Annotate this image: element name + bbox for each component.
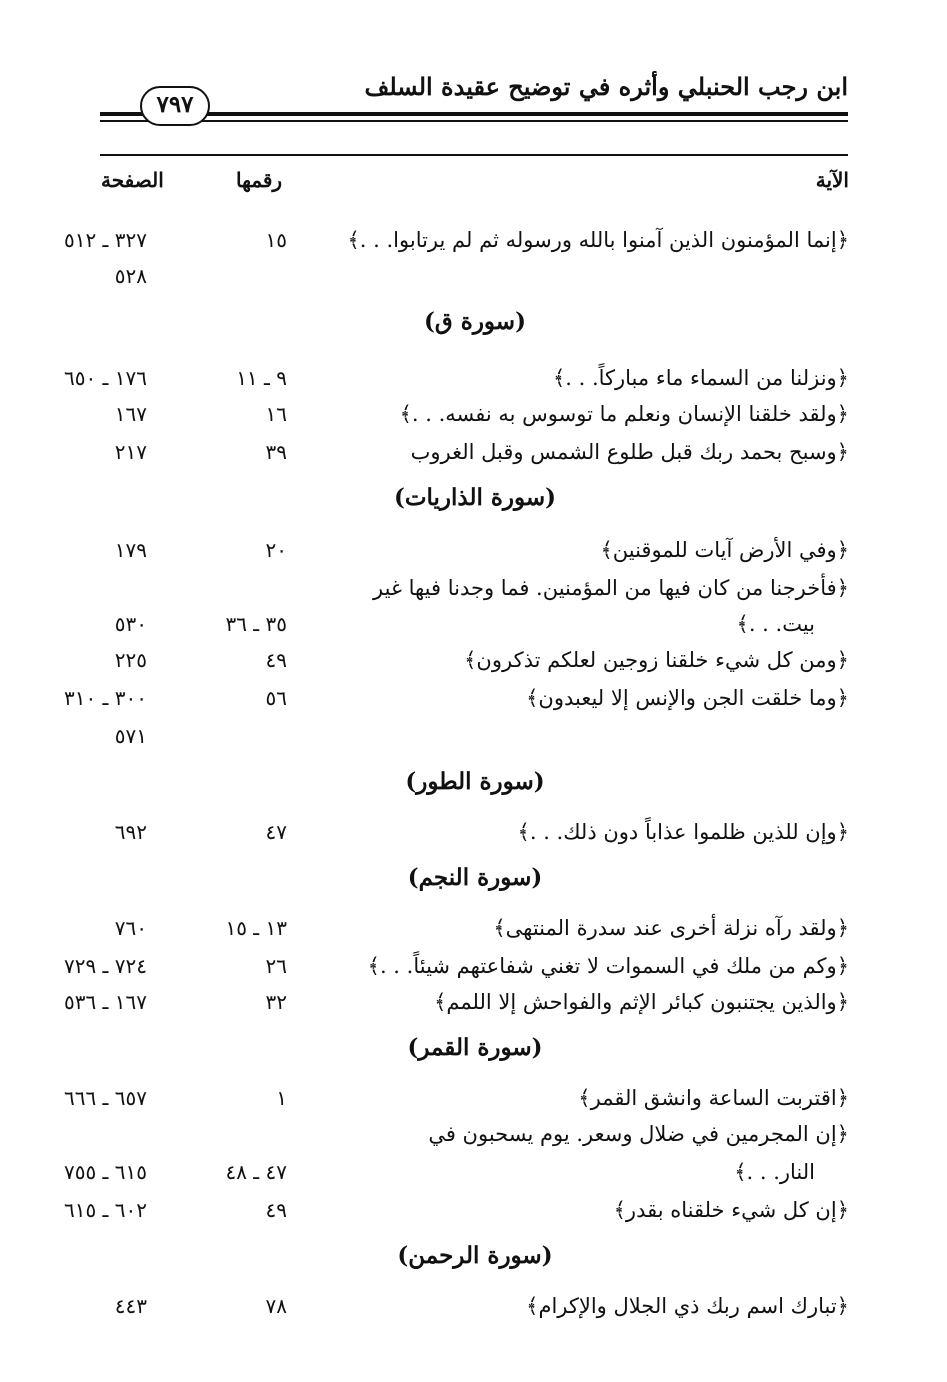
header-rule-thin [100,120,848,122]
page-reference: ١٧٦ ـ ٦٥٠ [63,366,147,390]
header-rule-thick [100,112,848,116]
verse-text: ﴿وكم من ملك في السموات لا تغني شفاعتهم شيئاً. . .﴾ [367,954,849,978]
verse-number: ١٦ [265,402,287,426]
index-row [0,724,947,760]
surah-heading: (سورة النجم) [407,864,543,891]
surah-heading: (سورة الطور) [405,768,545,795]
verse-number: ١ [276,1086,287,1110]
verse-number: ١٥ [265,228,287,252]
verse-text: ﴿إن كل شيء خلقناه بقدر﴾ [613,1198,849,1222]
verse-number: ٢٦ [265,954,287,978]
index-row [0,264,947,300]
page-reference: ٦٥٧ ـ ٦٦٦ [63,1086,147,1110]
index-row [0,1294,947,1330]
page-reference: ١٧٩ [114,538,147,562]
index-row [0,366,947,402]
page-reference: ٣٠٠ ـ ٣١٠ [63,686,147,710]
index-row [0,1086,947,1122]
verse-text: ﴿ولقد خلقنا الإنسان ونعلم ما توسوس به نفسه. . .﴾ [399,402,849,426]
verse-number: ٧٨ [265,1294,287,1318]
page-reference: ٦١٥ ـ ٧٥٥ [63,1160,147,1184]
verse-text: ﴿والذين يجتنبون كبائر الإثم والفواحش إلا اللمم﴾ [434,990,849,1014]
surah-heading: (سورة ق) [424,308,526,335]
page-number: ٧٩٧ [140,86,210,126]
verse-text: ﴿اقتربت الساعة وانشق القمر﴾ [578,1086,849,1110]
index-row [0,402,947,438]
verse-text: ﴿وإن للذين ظلموا عذاباً دون ذلك. . .﴾ [517,820,849,844]
index-row [0,538,947,574]
index-row [0,990,947,1026]
index-row [0,1160,947,1196]
verse-number: ٩ ـ ١١ [236,366,287,390]
index-row [0,1198,947,1234]
verse-text: ﴿وما خلقت الجن والإنس إلا ليعبدون﴾ [526,686,849,710]
verse-number: ٥٦ [265,686,287,710]
surah-heading: (سورة الذاريات) [393,484,557,511]
page-reference: ٢٢٥ [114,648,147,672]
verse-text: ﴿إن المجرمين في ضلال وسعر. يوم يسحبون في [428,1122,849,1146]
index-row [0,228,947,264]
index-row [0,1122,947,1158]
page-reference: ٧٢٤ ـ ٧٢٩ [63,954,147,978]
index-row [0,440,947,476]
verse-number: ١٣ ـ ١٥ [225,916,287,940]
verse-number: ٤٩ [265,1198,287,1222]
verse-text: ﴿إنما المؤمنون الذين آمنوا بالله ورسوله ثم لم يرتابوا. . .﴾ [347,228,849,252]
page-reference: ١٦٧ [114,402,147,426]
verse-text: ﴿فأخرجنا من كان فيها من المؤمنين. فما وجدنا فيها غير [373,576,849,600]
verse-number: ٤٩ [265,648,287,672]
verse-text: بيت. . .﴾ [736,612,815,636]
column-header-page: الصفحة [101,168,164,192]
index-row [0,576,947,612]
table-top-rule [100,154,848,156]
index-row [0,820,947,856]
verse-text: ﴿وسبح بحمد ربك قبل طلوع الشمس وقبل الغروب [410,440,849,464]
verse-number: ٢٠ [265,538,287,562]
index-row [0,686,947,722]
verse-text: ﴿ونزلنا من السماء ماء مباركاً. . .﴾ [552,366,849,390]
page-reference: ٦٠٢ ـ ٦١٥ [63,1198,147,1222]
surah-heading: (سورة الرحمن) [397,1242,553,1269]
surah-heading: (سورة القمر) [407,1034,543,1061]
verse-number: ٤٧ ـ ٤٨ [225,1160,287,1184]
page-reference: ٥٧١ [114,724,147,748]
verse-text: ﴿ومن كل شيء خلقنا زوجين لعلكم تذكرون﴾ [464,648,849,672]
verse-number: ٣٥ ـ ٣٦ [225,612,287,636]
verse-number: ٣٩ [265,440,287,464]
page-reference: ٤٤٣ [114,1294,147,1318]
verse-number: ٣٢ [265,990,287,1014]
page-reference: ٥٣٠ [114,612,147,636]
page-reference: ٦٩٢ [114,820,147,844]
verse-text: النار. . .﴾ [734,1160,815,1184]
page-reference: ٥٢٨ [114,264,147,288]
index-row [0,612,947,648]
verse-number: ٤٧ [265,820,287,844]
verse-text: ﴿ولقد رآه نزلة أخرى عند سدرة المنتهى﴾ [493,916,849,940]
header-title: ابن رجب الحنبلي وأثره في توضيح عقيدة السلف [364,72,848,101]
index-row [0,648,947,684]
column-header-number: رقمها [236,168,283,192]
verse-text: ﴿تبارك اسم ربك ذي الجلال والإكرام﴾ [526,1294,849,1318]
column-header-verse: الآية [815,168,849,192]
index-row [0,954,947,990]
page-reference: ٢١٧ [114,440,147,464]
page-reference: ٣٢٧ ـ ٥١٢ [63,228,147,252]
page-reference: ١٦٧ ـ ٥٣٦ [63,990,147,1014]
verse-text: ﴿وفي الأرض آيات للموقنين﴾ [600,538,849,562]
page-reference: ٧٦٠ [114,916,147,940]
index-row [0,916,947,952]
